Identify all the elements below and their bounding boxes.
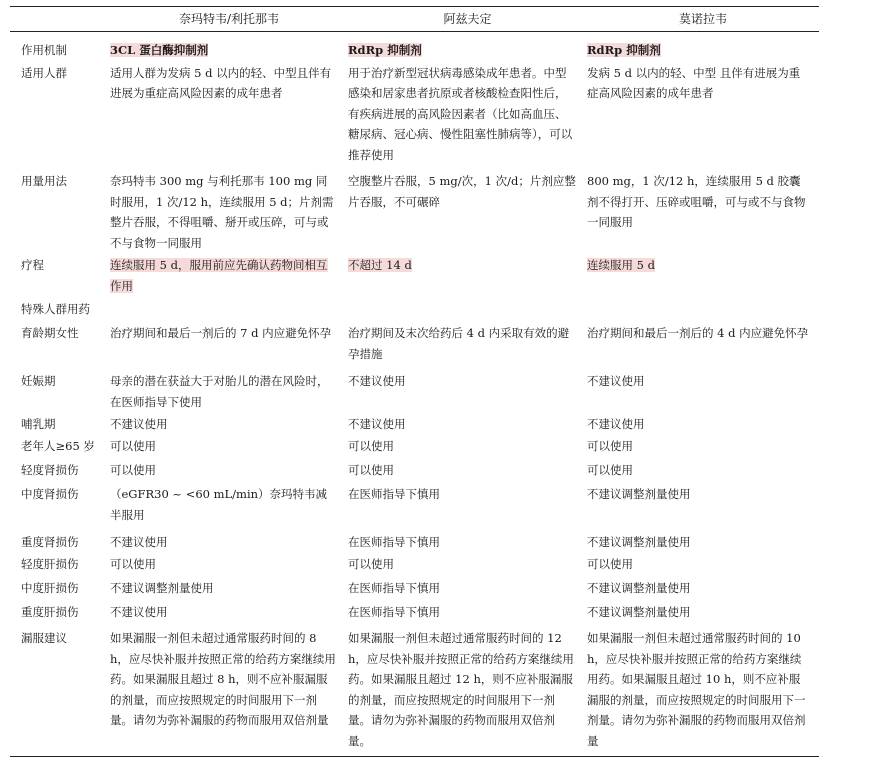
cell-text: 可以使用 bbox=[110, 439, 156, 453]
table-row bbox=[10, 412, 819, 436]
cell-c1 bbox=[110, 165, 348, 253]
table-row bbox=[10, 578, 819, 602]
cell-c1 bbox=[110, 369, 348, 412]
cell-text: 母亲的潜在获益大于对胎儿的潜在风险时，在医师指导下使用 bbox=[110, 374, 329, 409]
cell-c1 bbox=[110, 460, 348, 484]
cell-text: 不建议使用 bbox=[110, 417, 168, 431]
row-label: 轻度肾损伤 bbox=[21, 463, 79, 477]
cell-text: 适用人群为发病 5 d 以内的轻、中型且伴有进展为重症高风险因素的成年患者 bbox=[110, 65, 332, 100]
table-row bbox=[10, 321, 819, 369]
cell-text: 连续服用 5 d，服用前应先确认药物间相互作用 bbox=[110, 258, 328, 293]
cell-c3 bbox=[587, 165, 819, 253]
cell-text: 不建议使用 bbox=[348, 417, 406, 431]
cell-c2 bbox=[348, 436, 587, 460]
cell-c1 bbox=[110, 253, 348, 297]
cell-text: 不建议使用 bbox=[348, 374, 406, 388]
row-label: 漏服建议 bbox=[10, 626, 110, 756]
header-nirmatrelvir-ritonavir: 奈玛特韦/利托那韦 bbox=[110, 7, 348, 32]
cell-c3 bbox=[587, 436, 819, 460]
cell-text: 不建议使用 bbox=[110, 605, 168, 619]
table-row bbox=[10, 369, 819, 412]
header-empty bbox=[10, 7, 110, 32]
cell-c2 bbox=[348, 554, 587, 578]
cell-text: 不建议使用 bbox=[587, 374, 645, 388]
cell-text: 不建议调整剂量使用 bbox=[110, 581, 214, 595]
cell-text: 可以使用 bbox=[348, 439, 394, 453]
table-row bbox=[10, 61, 819, 166]
cell-text: 如果漏服一剂但未超过通常服药时间的 8 h，应尽快补服并按照正常的给药方案继续用药。如果漏服且超过 8 h，则不应补服漏服的剂量，而应按照规定的时间服用下一剂量。请勿为弥补漏服的药物而服用双倍剂量 bbox=[110, 631, 336, 727]
cell-c2 bbox=[348, 626, 587, 756]
cell-text: 如果漏服一剂但未超过通常服药时间的 10 h，应尽快补服并按照正常的给药方案继续用药。如果漏服且超过 10 h，则不应补服漏服的剂量，而应按照规定的时间服用下一剂量。请勿为弥补漏服的药物而服用双倍剂量 bbox=[587, 631, 806, 748]
cell-text: 可以使用 bbox=[348, 557, 394, 571]
cell-c3 bbox=[587, 484, 819, 530]
table-row bbox=[10, 32, 819, 61]
cell-c2 bbox=[348, 530, 587, 554]
row-label: 重度肝损伤 bbox=[21, 605, 79, 619]
table-body bbox=[10, 32, 819, 757]
cell-c1 bbox=[110, 602, 348, 626]
cell-c2 bbox=[348, 32, 587, 61]
row-label: 育龄期女性 bbox=[21, 326, 79, 340]
cell-text: RdRp 抑制剂 bbox=[348, 43, 422, 57]
row-label: 疗程 bbox=[21, 258, 44, 272]
row-label: 作用机制 bbox=[21, 43, 67, 57]
cell-text: 在医师指导下慎用 bbox=[348, 535, 440, 549]
table-row bbox=[10, 484, 819, 530]
cell-text: 在医师指导下慎用 bbox=[348, 487, 440, 501]
cell-c3 bbox=[587, 578, 819, 602]
cell-text: 不建议使用 bbox=[110, 535, 168, 549]
cell-text: （eGFR30 ~ <60 mL/min）奈玛特韦减半服用 bbox=[110, 487, 328, 522]
table-row bbox=[10, 530, 819, 554]
cell-c2 bbox=[348, 61, 587, 166]
cell-text: 如果漏服一剂但未超过通常服药时间的 12 h，应尽快补服并按照正常的给药方案继续用药。如果漏服且超过 12 h，则不应补服漏服的剂量，而应按照规定的时间服用下一剂量。请勿为弥补漏服的药物而服用双倍剂量。 bbox=[348, 631, 574, 748]
table-row bbox=[10, 253, 819, 297]
cell-c1 bbox=[110, 436, 348, 460]
cell-text: 不建议调整剂量使用 bbox=[587, 605, 691, 619]
cell-c1 bbox=[110, 32, 348, 61]
table-row bbox=[10, 436, 819, 460]
cell-c1 bbox=[110, 297, 348, 321]
cell-text: 800 mg，1 次/12 h，连续服用 5 d 胶囊剂不得打开、压碎或咀嚼，可与或不与食物一同服用 bbox=[587, 174, 806, 229]
row-label: 适用人群 bbox=[21, 65, 67, 80]
cell-c2 bbox=[348, 253, 587, 297]
cell-text: 不建议调整剂量使用 bbox=[587, 535, 691, 549]
cell-c2 bbox=[348, 165, 587, 253]
cell-c3 bbox=[587, 369, 819, 412]
cell-text: 奈玛特韦 300 mg 与利托那韦 100 mg 同时服用，1 次/12 h，连续服用 5 d；片剂需整片吞服，不得咀嚼、掰开或压碎，可与或不与食物一同服用 bbox=[110, 174, 334, 250]
cell-c1 bbox=[110, 484, 348, 530]
cell-c1 bbox=[110, 554, 348, 578]
cell-text: 不建议调整剂量使用 bbox=[587, 581, 691, 595]
cell-c3 bbox=[587, 297, 819, 321]
table-row bbox=[10, 626, 819, 756]
cell-text: RdRp 抑制剂 bbox=[587, 43, 661, 57]
cell-text: 不建议使用 bbox=[587, 417, 645, 431]
cell-text: 不建议调整剂量使用 bbox=[587, 487, 691, 501]
header-azvudine: 阿兹夫定 bbox=[348, 7, 587, 32]
cell-text: 不超过 14 d bbox=[348, 258, 412, 272]
cell-c2 bbox=[348, 321, 587, 369]
cell-c2 bbox=[348, 412, 587, 436]
cell-c1 bbox=[110, 626, 348, 756]
cell-text: 发病 5 d 以内的轻、中型 且伴有进展为重症高风险因素的成年患者 bbox=[587, 65, 801, 100]
table-row bbox=[10, 460, 819, 484]
cell-c2 bbox=[348, 297, 587, 321]
row-label: 中度肝损伤 bbox=[21, 581, 79, 595]
cell-text: 可以使用 bbox=[587, 439, 633, 453]
row-label: 妊娠期 bbox=[21, 374, 56, 388]
cell-c1 bbox=[110, 530, 348, 554]
cell-c3 bbox=[587, 626, 819, 756]
cell-text: 可以使用 bbox=[348, 463, 394, 477]
cell-c2 bbox=[348, 484, 587, 530]
row-label: 用量用法 bbox=[21, 174, 67, 188]
cell-c3 bbox=[587, 460, 819, 484]
cell-c3 bbox=[587, 321, 819, 369]
cell-c3 bbox=[587, 61, 819, 166]
table-row bbox=[10, 554, 819, 578]
cell-text: 连续服用 5 d bbox=[587, 258, 655, 272]
cell-text: 治疗期间和最后一剂后的 4 d 内应避免怀孕 bbox=[587, 326, 809, 340]
row-label: 重度肾损伤 bbox=[21, 535, 79, 549]
table-header-row bbox=[10, 7, 819, 32]
table-row bbox=[10, 602, 819, 626]
row-label: 哺乳期 bbox=[21, 417, 56, 431]
row-label: 特殊人群用药 bbox=[21, 302, 90, 316]
cell-text: 用于治疗新型冠状病毒感染成年患者。中型感染和居家患者抗原或者核酸检查阳性后，有疾病进展的高风险因素者（比如高血压、糖尿病、冠心病、慢性阻塞性肺病等），可以推荐使用 bbox=[348, 65, 573, 162]
cell-c3 bbox=[587, 554, 819, 578]
cell-c1 bbox=[110, 321, 348, 369]
cell-text: 可以使用 bbox=[587, 463, 633, 477]
cell-text: 可以使用 bbox=[110, 463, 156, 477]
cell-c3 bbox=[587, 530, 819, 554]
cell-c2 bbox=[348, 602, 587, 626]
cell-c3 bbox=[587, 32, 819, 61]
table-row bbox=[10, 165, 819, 253]
drug-comparison-table bbox=[10, 6, 819, 757]
cell-c1 bbox=[110, 578, 348, 602]
cell-text: 治疗期间及末次给药后 4 d 内采取有效的避孕措施 bbox=[348, 326, 570, 361]
cell-text: 在医师指导下慎用 bbox=[348, 581, 440, 595]
cell-c3 bbox=[587, 412, 819, 436]
cell-c2 bbox=[348, 369, 587, 412]
cell-text: 3CL 蛋白酶抑制剂 bbox=[110, 43, 209, 57]
cell-text: 可以使用 bbox=[587, 557, 633, 571]
header-molnupiravir: 莫诺拉韦 bbox=[587, 7, 819, 32]
cell-c2 bbox=[348, 578, 587, 602]
cell-c1 bbox=[110, 61, 348, 166]
cell-c3 bbox=[587, 253, 819, 297]
cell-c2 bbox=[348, 460, 587, 484]
row-label: 中度肾损伤 bbox=[21, 487, 79, 501]
cell-text: 在医师指导下慎用 bbox=[348, 605, 440, 619]
cell-text: 可以使用 bbox=[110, 557, 156, 571]
row-label: 轻度肝损伤 bbox=[21, 557, 79, 571]
table-row bbox=[10, 297, 819, 321]
cell-text: 治疗期间和最后一剂后的 7 d 内应避免怀孕 bbox=[110, 326, 332, 340]
row-label: 老年人≥65 岁 bbox=[21, 439, 95, 453]
cell-c3 bbox=[587, 602, 819, 626]
cell-text: 空腹整片吞服，5 mg/次，1 次/d；片剂应整片吞服，不可碾碎 bbox=[348, 174, 576, 209]
cell-c1 bbox=[110, 412, 348, 436]
